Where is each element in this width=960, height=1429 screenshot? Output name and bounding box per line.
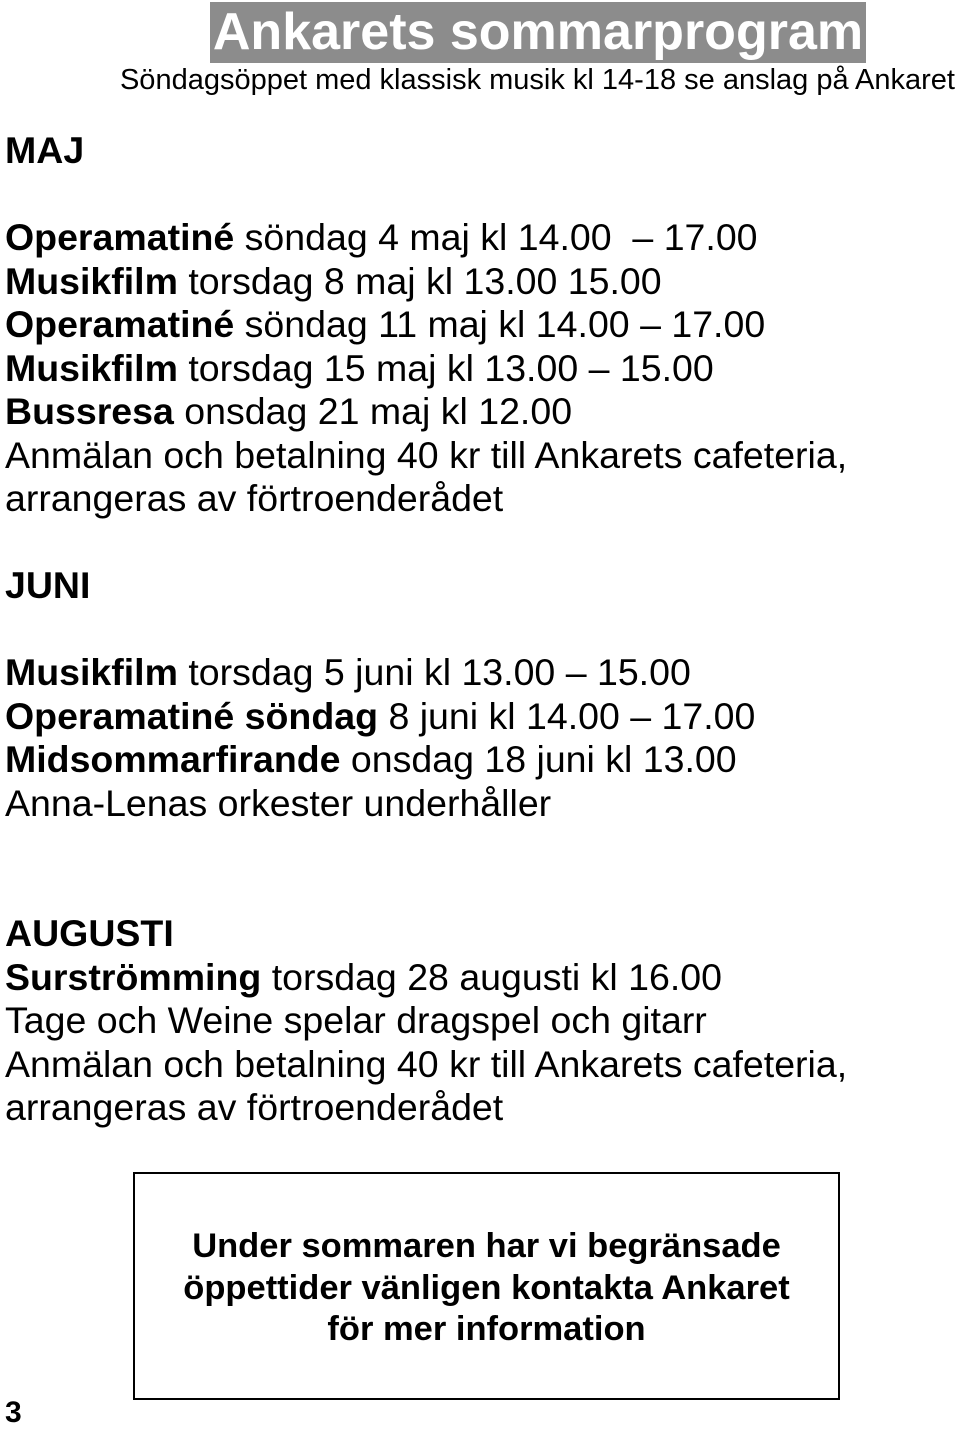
event-title: Midsommarfirande [5, 738, 341, 780]
event-details: torsdag 15 maj kl 13.00 – 15.00 [188, 346, 714, 389]
event-note: Tage och Weine spelar dragspel och gitarr [5, 999, 707, 1041]
event-note: Anmälan och betalning 40 kr till Ankarets cafeteria, [5, 433, 848, 476]
event-title: Musikfilm [5, 651, 178, 693]
page-title: Ankarets sommarprogram [210, 2, 866, 63]
month-heading-may: MAJ [5, 129, 85, 171]
event-line [5, 390, 847, 434]
event-title: Surströmming [5, 955, 262, 998]
event-details: söndag 11 maj kl 14.00 – 17.00 [244, 303, 766, 345]
spacer [5, 521, 847, 565]
spacer [5, 825, 847, 869]
event-title: Musikfilm [5, 259, 178, 302]
event-details: söndag 4 maj kl 14.00 – 17.00 [244, 216, 758, 258]
event-line [5, 738, 847, 782]
month-heading-june: JUNI [5, 564, 91, 606]
event-line [5, 347, 847, 391]
event-line [5, 216, 847, 260]
event-details: torsdag 28 augusti kl 16.00 [271, 955, 723, 998]
event-note: arrangeras av förtroenderådet [5, 1086, 504, 1128]
spacer [5, 869, 847, 913]
notice-line: för mer information [327, 1310, 646, 1348]
event-title: Operamatiné [5, 303, 235, 345]
event-line [5, 956, 847, 1000]
event-line [5, 303, 847, 347]
spacer [5, 173, 847, 217]
event-note: Anna-Lenas orkester underhåller [5, 781, 552, 824]
event-title: Musikfilm [5, 346, 178, 389]
event-note: arrangeras av förtroenderådet [5, 477, 504, 519]
event-title: Bussresa [5, 390, 174, 432]
event-details: onsdag 18 juni kl 13.00 [350, 738, 737, 780]
spacer [5, 608, 847, 652]
page-number: 3 [5, 1396, 22, 1429]
event-note: Anmälan och betalning 40 kr till Ankarets cafeteria, [5, 1042, 848, 1085]
notice-line: Under sommaren har vi begränsade [192, 1227, 781, 1265]
notice-line: öppettider vänligen kontakta Ankaret [183, 1268, 790, 1307]
event-line [5, 651, 847, 695]
event-title: Operamatiné [5, 216, 235, 258]
event-line [5, 260, 847, 304]
event-line [5, 695, 847, 739]
event-title: Operamatiné söndag [5, 694, 379, 737]
notice-text [135, 1226, 838, 1351]
page-subtitle: Söndagsöppet med klassisk musik kl 14-18 se anslag på Ankaret [119, 64, 955, 96]
program-list [5, 129, 847, 1130]
event-details: onsdag 21 maj kl 12.00 [184, 390, 573, 432]
event-details: 8 juni kl 14.00 – 17.00 [388, 694, 756, 737]
notice-box [133, 1172, 840, 1400]
month-heading-august: AUGUSTI [5, 912, 174, 954]
event-details: torsdag 5 juni kl 13.00 – 15.00 [188, 651, 691, 693]
event-details: torsdag 8 maj kl 13.00 15.00 [188, 259, 662, 302]
